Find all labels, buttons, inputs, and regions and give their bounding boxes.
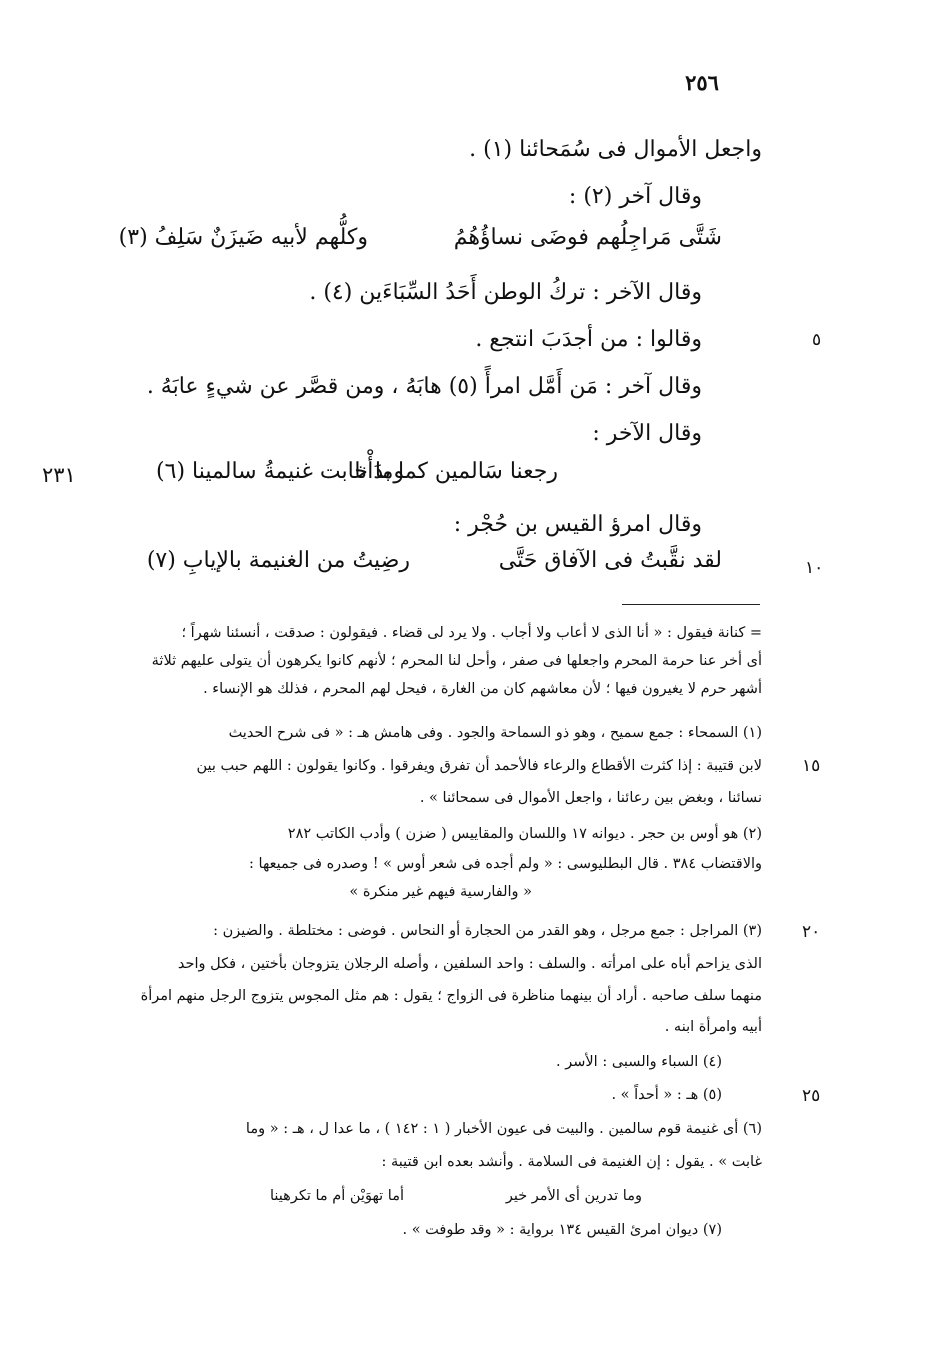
line-number-15: ١٥	[802, 756, 821, 776]
footnote-3-line-4: أبيه وامرأة ابنه .	[664, 1019, 762, 1035]
verse-2-second-hemistich: وما خابت غنيمةُ سالمينا (٦)	[156, 459, 404, 484]
footnote-2-line-2: والاقتضاب ٣٨٤ . قال البطليوسى : « ولم أجده فى شعر أوس » ! وصدره فى جميعها :	[249, 856, 762, 872]
verse-1-first-hemistich: شَتَّى مَراجِلُهم فوضَى نساؤُهُمُ	[453, 225, 722, 250]
footnote-6-verse-second: أما تهوَيْن أم ما تكرهينا	[270, 1188, 404, 1204]
line-number-20: ٢٠	[802, 922, 821, 942]
footnote-1-line-3: نسائنا ، وبغض بين رعائنا ، واجعل الأموال فى سمحائنا » .	[419, 790, 762, 806]
footnote-1-line-2: لابن قتيبة : إذا كثرت الأقطاع والرعاء فالأحمد أن تفرق ويفرقوا . وكانوا يقولون : اللهم حبب بين	[196, 758, 762, 774]
main-line-4: وقالوا : من أجدَبَ انتجع .	[475, 327, 702, 352]
verse-3-first-hemistich: لقد نقَّبتُ فى الآفاق حَتَّى	[498, 548, 722, 573]
main-line-6: وقال الآخر :	[592, 421, 702, 446]
page-number: ٢٥٦	[685, 70, 719, 95]
verse-1-second-hemistich: وكلُّهم لأبيه ضَيزَنٌ سَلِفُ (٣)	[118, 225, 368, 250]
main-line-3: وقال الآخر : تركُ الوطن أَحَدُ السِّبَاءَين (٤) .	[309, 280, 702, 305]
footnote-3-line-3: منهما سلف صاحبه . أراد أن بينهما مناظرة فى الزواج ؛ يقول : هم مثل المجوس يتزوج الرجل منهم امرأة	[140, 988, 762, 1004]
main-line-7: وقال امرؤ القيس بن حُجْر :	[453, 512, 702, 537]
footnote-1-line-1: (١) السمحاء : جمع سميح ، وهو ذو السماحة والجود . وفى هامش هـ : « فى شرح الحديث	[228, 725, 762, 741]
footnote-line-3: أشهر حرم لا يغيرون فيها ؛ لأن معاشهم كان من الغارة ، فيحل لهم المحرم ، فذلك هو الإنساء .	[203, 681, 762, 697]
verse-2-first-hemistich: رجعنا سَالمين كما بدَأْنا	[354, 459, 558, 484]
footnote-3-line-1: (٣) المراجل : جمع مرجل ، وهو القدر من الحجارة أو النحاس . فوضى : مختلطة . والضيزن :	[213, 923, 762, 939]
verse-3-second-hemistich: رضِيتُ من الغنيمة بالإيابِ (٧)	[146, 548, 410, 573]
footnote-6-line-2: غابت » . يقول : إن الغنيمة فى السلامة . وأنشد بعده ابن قتيبة :	[381, 1154, 762, 1170]
side-page-number: ٢٣١	[42, 463, 76, 487]
line-number-5: ٥	[812, 330, 822, 350]
main-line-5: وقال آخر : مَن أَمَّل امرأً (٥) هابَهُ ، ومن قصَّر عن شيءٍ عابَهُ .	[146, 374, 702, 399]
footnote-3-line-2: الذى يزاحم أباه على امرأته . والسلف : واحد السلفين ، وأصله الرجلان يتزوجان بأختين ، فكل واحد	[177, 956, 762, 972]
footnote-line-1: = كنانة فيقول : « أنا الذى لا أعاب ولا أجاب . ولا يرد لى قضاء . فيقولون : صدقت ، أنسئنا شهراً ؛	[181, 625, 762, 641]
footnote-6-line-1: (٦) أى غنيمة قوم سالمين . والبيت فى عيون الأخبار ( ١ : ١٤٢ ) ، ما عدا ل ، هـ : « وما	[245, 1121, 762, 1137]
footnote-2-verse: « والفارسية فيهم غير منكرة »	[349, 884, 532, 900]
footnote-2-line-1: (٢) هو أوس بن حجر . ديوانه ١٧ واللسان والمقاييس ( ضزن ) وأدب الكاتب ٢٨٢	[287, 826, 762, 842]
main-line-2: وقال آخر (٢) :	[568, 184, 702, 209]
line-number-10: ١٠	[805, 558, 824, 578]
footnote-5: (٥) هـ : « أحداً » .	[611, 1087, 722, 1103]
footnote-divider	[622, 604, 760, 605]
footnote-line-2: أى أخر عنا حرمة المحرم واجعلها فى صفر ، وأحل لنا المحرم ؛ لأنهم كانوا يكرهون أن يتولى عليهم ثلاثة	[151, 653, 762, 669]
main-line-1: واجعل الأموال فى سُمَحائنا (١) .	[469, 137, 762, 162]
footnote-4: (٤) السباء والسبى : الأسر .	[556, 1054, 722, 1070]
footnote-6-verse-first: وما تدرين أى الأمر خير	[505, 1188, 642, 1204]
line-number-25: ٢٥	[802, 1086, 821, 1106]
footnote-7: (٧) ديوان امرئ القيس ١٣٤ برواية : « وقد طوفت » .	[402, 1222, 722, 1238]
